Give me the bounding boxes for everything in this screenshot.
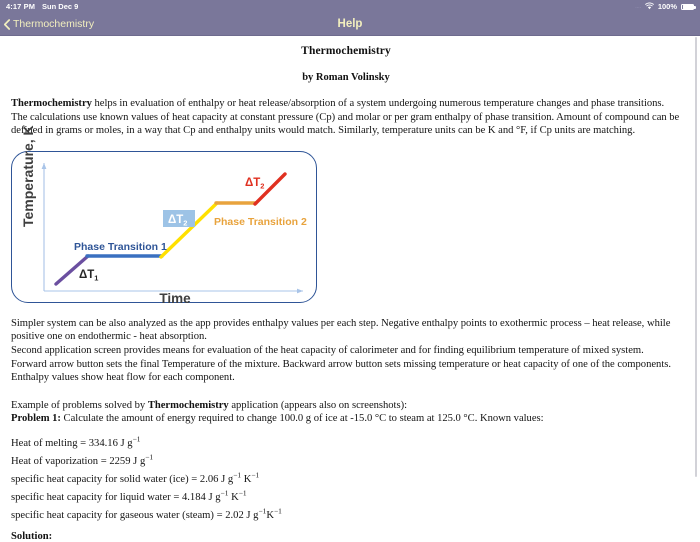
document-author: by Roman Volinsky [302, 72, 390, 83]
known-value-item: Heat of melting = 334.16 J $g^{-1}$ [11, 434, 141, 449]
chevron-left-icon [3, 19, 11, 30]
example-bold: Thermochemistry [147, 399, 229, 411]
intro-paragraph [11, 97, 681, 138]
heating-curve-figure [11, 125, 317, 306]
known-value-item: Heat of vaporization = 2259 J $g^{-1}$ [11, 452, 154, 467]
status-time: 4:17 PM [6, 2, 36, 11]
battery-percent: 100% [657, 2, 677, 11]
problem-1-line [11, 412, 681, 426]
known-value-item: specific heat capacity for solid water (ice) = 2.06 J $g^{-1}$ $K^{-1}$ [11, 470, 260, 485]
example-post: application (appears also on screenshots): [228, 399, 408, 411]
y-axis-label: Temperature, K [20, 125, 36, 227]
x-axis-label: Time [159, 290, 191, 306]
problem-1-text: Calculate the amount of energy required to change 100.0 g of ice at -15.0 °C to steam at 125.0 °C. Known values: [60, 413, 544, 425]
intro-lead: Thermochemistry [11, 98, 92, 109]
status-bar [0, 0, 700, 13]
document-title: Thermochemistry [301, 45, 391, 57]
paragraph-second-screen: Second application screen provides means for evaluation of the heat capacity of calorimeter and for finding equilibrium temperature of mixed system. Forward arrow button sets the final Temperature of the mixture. Backward arrow button sets missing temperature or heat capacity of one of the components. Enthalpy values show heat flow for each component. [11, 344, 671, 384]
intro-rest: helps in evaluation of enthalpy or heat release/absorption of a system undergoing numerous temperature changes and phase transitions. The calculations use known values of heat capacity at constant pressure (Cp) and molar or per gram enthalpy of phase transition. Amount of compound can be defined in grams or moles, in a way that Cp and enthalpy units would match. Similarly, temperature units can be K and °F, if Cp units are matching. [11, 98, 680, 137]
solution-label-clipped: Solution: [11, 531, 53, 542]
battery-full-icon [681, 4, 694, 10]
delta-t1-label: $\Delta T_1$ [79, 268, 99, 283]
known-value-item: specific heat capacity for liquid water = 4.184 J $g^{-1}$ $K^{-1}$ [11, 488, 247, 503]
known-value-item: specific heat capacity for gaseous water (steam) = 2.02 J $g^{-1}K^{-1}$ [11, 506, 282, 521]
delta-t2-label: $\Delta T_2$ [168, 213, 188, 228]
curve-segments [56, 174, 285, 284]
help-content-scroll[interactable] [0, 36, 700, 542]
paragraph-simpler-system: Simpler system can be also analyzed as the app provides enthalpy values per each step. Negative enthalpy points to exothermic process – heat release, while positive one on endothermic - heat absorption. [11, 317, 671, 343]
back-button[interactable] [3, 13, 94, 35]
example-line [11, 399, 681, 413]
phase-transition-1-label: Phase Transition 1 [74, 240, 167, 253]
vertical-scrollbar[interactable] [695, 37, 698, 477]
status-bar-left [6, 2, 78, 11]
example-pre: Example of problems solved by [11, 399, 148, 411]
heating-curve-svg [11, 125, 317, 306]
phase-transition-2-label: Phase Transition 2 [214, 215, 307, 228]
navigation-bar [0, 13, 700, 36]
delta-t2-red-label: $\Delta T_2$ [245, 176, 265, 191]
page-title: Help [337, 18, 363, 30]
wifi-icon [645, 3, 654, 10]
status-date: Sun Dec 9 [42, 2, 79, 11]
problem-1-label: Problem 1: [11, 413, 61, 425]
back-button-label: Thermochemistry [13, 18, 95, 30]
status-dots: .... [635, 3, 641, 10]
status-bar-right [635, 2, 694, 11]
known-values-list [11, 436, 681, 525]
